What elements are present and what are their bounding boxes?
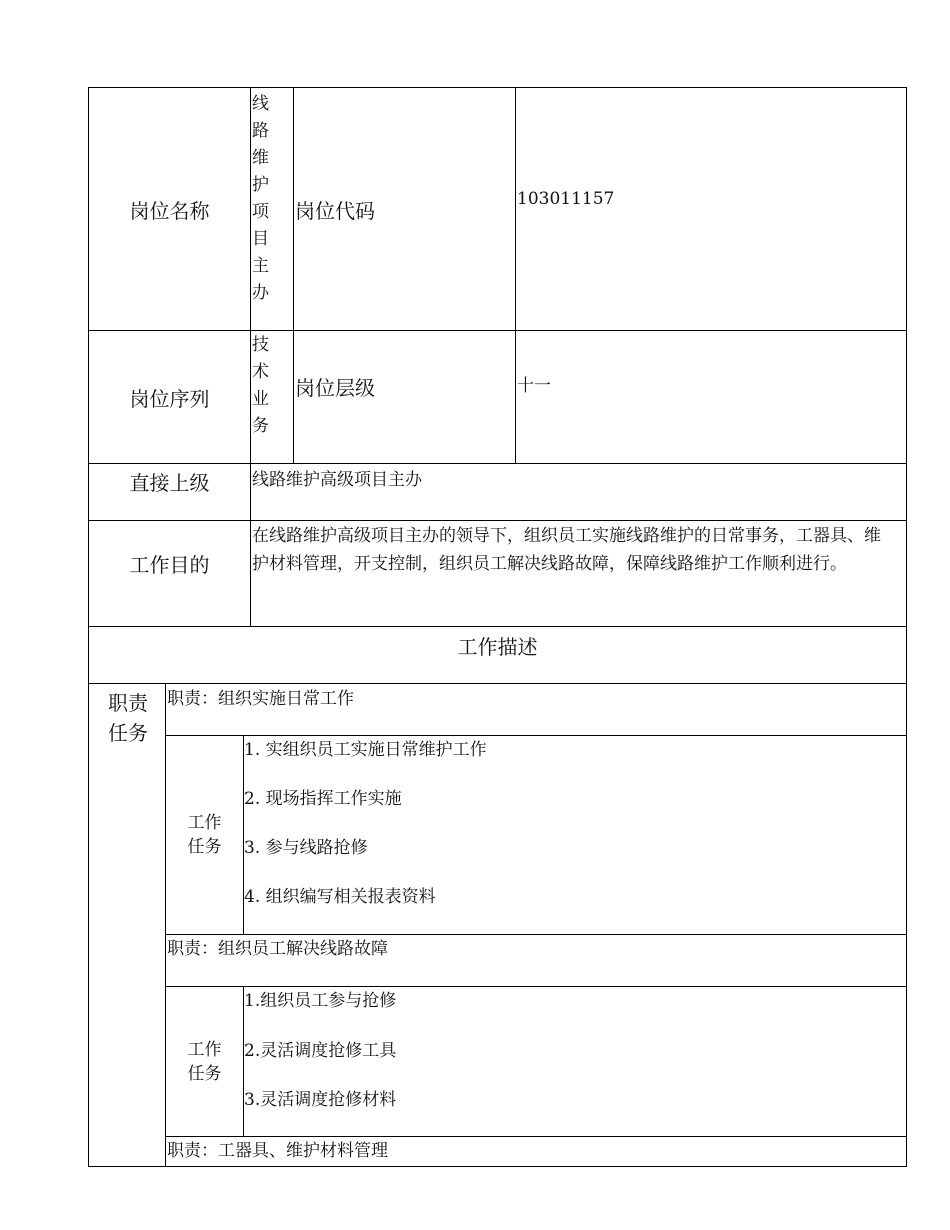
grid-line	[293, 87, 294, 463]
grid-line	[88, 520, 907, 521]
grid-line	[165, 683, 166, 1167]
grid-line	[243, 735, 244, 934]
grid-line	[165, 1136, 907, 1137]
task-label: 工作任务	[187, 1039, 222, 1084]
position-name-label: 岗位名称	[129, 198, 210, 223]
position-code-label: 岗位代码	[295, 198, 375, 223]
work-purpose-value: 在线路维护高级项目主办的领导下，组织员工实施线路维护的日常事务，工器具、维护材料管理，开支控制，组织员工解决线路故障，保障线路维护工作顺利进行。	[252, 526, 881, 574]
position-sequence-value: 技术业务	[252, 335, 269, 436]
work-purpose-label: 工作目的	[129, 552, 210, 577]
position-name-value: 线路维护项目主办	[252, 94, 269, 303]
duty-title: 职责：工器具、维护材料管理	[167, 1141, 388, 1161]
work-description-header: 工作描述	[457, 634, 538, 659]
grid-line	[165, 934, 907, 935]
task-label: 工作任务	[187, 813, 222, 857]
table-border-bottom	[88, 1166, 907, 1167]
direct-supervisor-label: 直接上级	[129, 470, 210, 495]
grid-line	[515, 87, 516, 463]
table-border-right	[906, 87, 907, 1167]
duty-task-label: 职责任务	[108, 691, 148, 745]
grid-line	[88, 683, 907, 684]
position-code-value: 103011157	[517, 189, 615, 209]
task-item: 2.灵活调度抢修工具	[244, 1041, 397, 1061]
grid-line	[250, 87, 251, 627]
position-sequence-label: 岗位序列	[129, 386, 210, 411]
task-item: 1.组织员工参与抢修	[244, 991, 397, 1011]
duty-title: 职责：组织员工解决线路故障	[167, 939, 388, 959]
table-border-top	[88, 87, 907, 88]
task-item: 1. 实组织员工实施日常维护工作	[244, 740, 487, 760]
grid-line	[88, 626, 907, 627]
grid-line	[243, 986, 244, 1136]
grid-line	[88, 330, 907, 331]
direct-supervisor-value: 线路维护高级项目主办	[252, 470, 422, 490]
grid-line	[165, 986, 907, 987]
position-level-label: 岗位层级	[295, 375, 375, 400]
table-border-left	[88, 87, 89, 1167]
task-item: 3.灵活调度抢修材料	[244, 1090, 397, 1110]
task-item: 3. 参与线路抢修	[244, 838, 368, 858]
grid-line	[165, 735, 907, 736]
task-item: 2. 现场指挥工作实施	[244, 789, 402, 809]
position-level-value: 十一	[517, 376, 551, 396]
duty-title: 职责：组织实施日常工作	[167, 689, 354, 709]
grid-line	[88, 463, 907, 464]
task-item: 4. 组织编写相关报表资料	[244, 887, 436, 907]
